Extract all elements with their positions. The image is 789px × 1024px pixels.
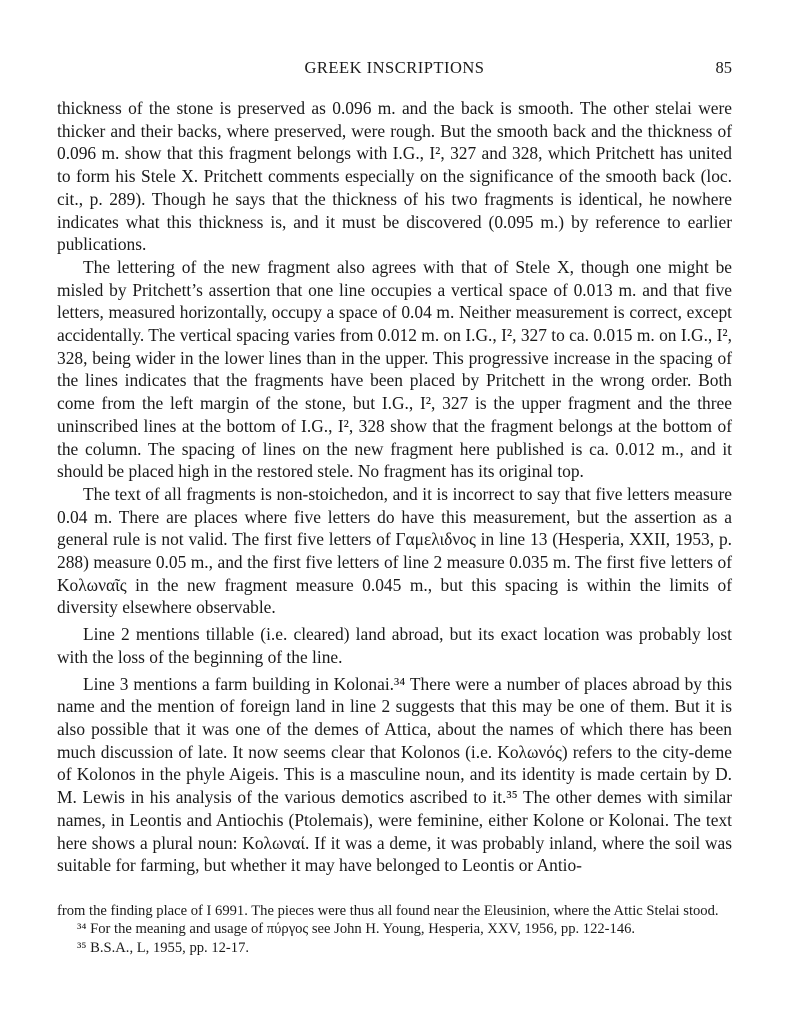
running-title: GREEK INSCRIPTIONS [304, 58, 485, 77]
paragraph-3: The text of all fragments is non-stoichedon, and it is incorrect to say that five letters measure 0.04 m. There are places where five letters do have this measurement, but the assertion as a general rule is not valid. The first five letters of Γαμελιδνος in line 13 (Hesperia, XXII, 1953, p. 288) measure 0.05 m., and the first five letters of line 2 measure 0.035 m. The first five letters of Κολωναῖς in the new fragment measure 0.045 m., but this spacing is within the limits of diversity elsewhere observable. [57, 483, 732, 618]
footnotes [57, 902, 732, 957]
footnote-continuation: from the finding place of I 6991. The pieces were thus all found near the Eleusinion, where the Attic Stelai stood. [57, 903, 719, 919]
running-head [57, 58, 732, 80]
body-text [57, 97, 732, 877]
footnote-34: ³⁴ For the meaning and usage of πύργος see John H. Young, Hesperia, XXV, 1956, pp. 122-146. [77, 921, 636, 938]
paragraph-4: Line 2 mentions tillable (i.e. cleared) land abroad, but its exact location was probably lost with the loss of the beginning of the line. [57, 624, 732, 667]
footnote-35: ³⁵ B.S.A., L, 1955, pp. 12-17. [77, 939, 250, 956]
page-number: 85 [715, 58, 732, 77]
paragraph-5: Line 3 mentions a farm building in Kolonai.³⁴ There were a number of places abroad by this name and the mention of foreign land in line 2 suggests that this may be one of them. But it is also possible that it was one of the demes of Attica, about the names of which there has been much discussion of late. It now seems clear that Kolonos (i.e. Κολωνός) refers to the city-deme of Kolonos in the phyle Aigeis. This is a masculine noun, and its identity is made certain by D. M. Lewis in his analysis of the various demotics ascribed to it.³⁵ The other demes with similar names, in Leontis and Antiochis (Ptolemais), were feminine, either Kolone or Kolonai. The text here shows a plural noun: Κολωναί. If it was a deme, it was probably inland, where the soil was suitable for farming, but whether it may have belonged to Leontis or Antio- [57, 673, 732, 876]
paragraph-1: thickness of the stone is preserved as 0.096 m. and the back is smooth. The other stelai were thicker and their backs, where preserved, were rough. But the smooth back and the thickness of 0.096 m. show that this fragment belongs with I.G., I², 327 and 328, which Pritchett has united to form his Stele X. Pritchett comments especially on the significance of the smooth back (loc. cit., p. 289). Though he says that the thickness of his two fragments is identical, he nowhere indicates what this thickness is, and it must be discovered (0.095 m.) by reference to earlier publications. [57, 98, 732, 255]
paragraph-2: The lettering of the new fragment also agrees with that of Stele X, though one might be misled by Pritchett’s assertion that one line occupies a vertical space of 0.013 m. and that five letters, measured horizontally, occupy a space of 0.04 m. Neither measurement is correct, except accidentally. The vertical spacing varies from 0.012 m. on I.G., I², 327 to ca. 0.015 m. on I.G., I², 328, being wider in the lower lines than in the upper. This progressive increase in the spacing of the lines indicates that the fragments have been placed by Pritchett in the wrong order. Both come from the left margin of the stone, but I.G., I², 327 is the upper fragment and the three uninscribed lines at the bottom of I.G., I², 328 show that the fragment belongs at the bottom of the column. The spacing of lines on the new fragment here published is ca. 0.012 m., and it should be placed high in the restored stele. No fragment has its original top. [57, 256, 732, 482]
